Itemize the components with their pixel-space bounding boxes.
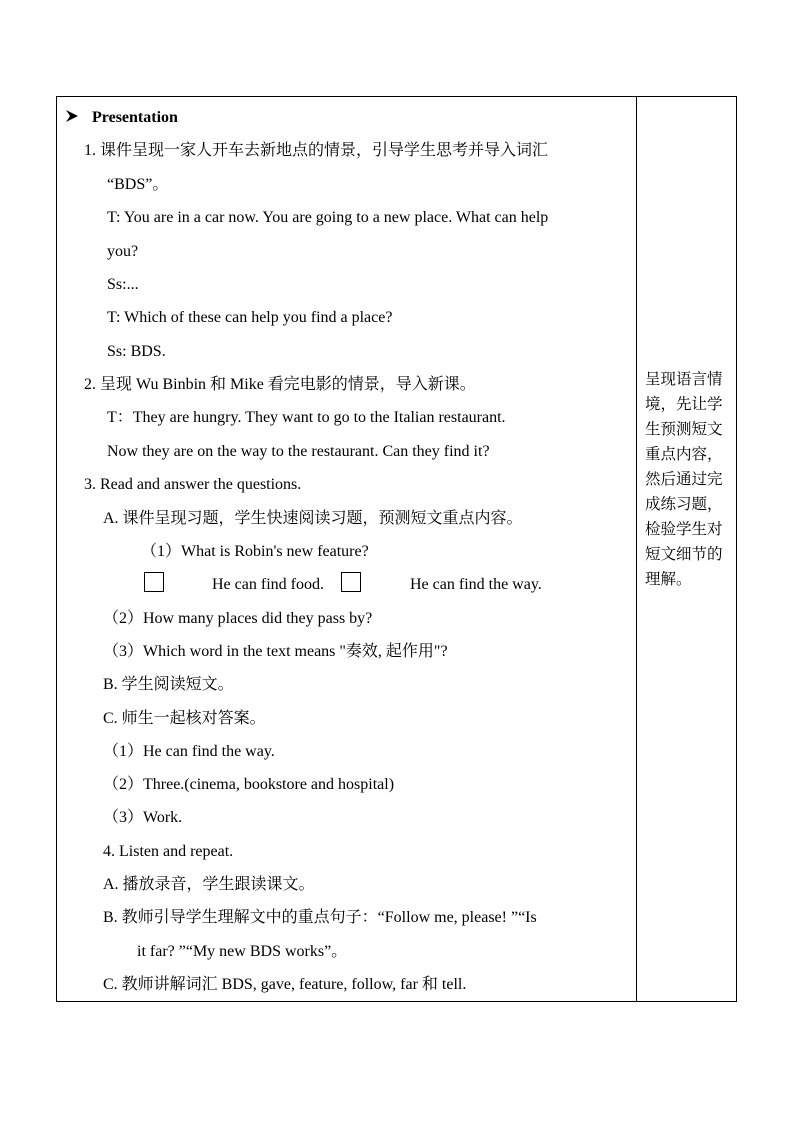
step-2: 2. 呈现 Wu Binbin 和 Mike 看完电影的情景，导入新课。 [84, 376, 476, 393]
step-3-a: A. 课件呈现习题，学生快速阅读习题，预测短文重点内容。 [103, 510, 523, 527]
dialog-t3: T：They are hungry. They want to go to the Italian restaurant. [107, 409, 506, 426]
step-3-b: B. 学生阅读短文。 [103, 676, 234, 693]
step-3: 3. Read and answer the questions. [84, 476, 302, 493]
answer-1: （1）He can find the way. [103, 743, 275, 760]
option-1-label: He can find food. [212, 576, 324, 593]
column-divider [636, 97, 637, 1001]
dialog-t3-cont: Now they are on the way to the restaurant. Can they find it? [107, 443, 490, 460]
option-checkbox-1[interactable] [144, 572, 164, 592]
question-3: （3）Which word in the text means "奏效, 起作用"? [103, 643, 448, 660]
section-heading: Presentation [92, 109, 178, 126]
step-4-b-cont: it far? ”“My new BDS works”。 [137, 943, 348, 960]
answer-2: （2）Three.(cinema, bookstore and hospital) [103, 776, 395, 793]
question-1: （1）What is Robin's new feature? [141, 543, 369, 560]
dialog-t1-cont: you? [107, 243, 139, 260]
step-4-c: C. 教师讲解词汇 BDS, gave, feature, follow, far 和 tell. [103, 976, 467, 993]
step-4-a: A. 播放录音，学生跟读课文。 [103, 876, 315, 893]
answer-3: （3）Work. [103, 809, 183, 826]
step-4-b: B. 教师引导学生理解文中的重点句子：“Follow me, please! ”“Is [103, 909, 537, 926]
lesson-table [56, 96, 737, 1002]
dialog-ss2: Ss: BDS. [107, 343, 166, 360]
bullet-arrow-icon [65, 109, 79, 123]
dialog-t2: T: Which of these can help you find a place? [107, 309, 393, 326]
option-2-label: He can find the way. [410, 576, 542, 593]
step-1: 1. 课件呈现一家人开车去新地点的情景，引导学生思考并导入词汇 [84, 142, 549, 159]
step-3-c: C. 师生一起核对答案。 [103, 710, 266, 727]
dialog-t1: T: You are in a car now. You are going to a new place. What can help [107, 209, 549, 226]
dialog-ss1: Ss:... [107, 276, 139, 293]
question-2: （2）How many places did they pass by? [103, 610, 373, 627]
step-4: 4. Listen and repeat. [103, 843, 234, 860]
option-checkbox-2[interactable] [341, 572, 361, 592]
design-intent-note: 呈现语言情境，先让学生预测短文重点内容，然后通过完成练习题，检验学生对短文细节的理解。 [645, 371, 723, 588]
step-1-cont: “BDS”。 [107, 176, 169, 193]
